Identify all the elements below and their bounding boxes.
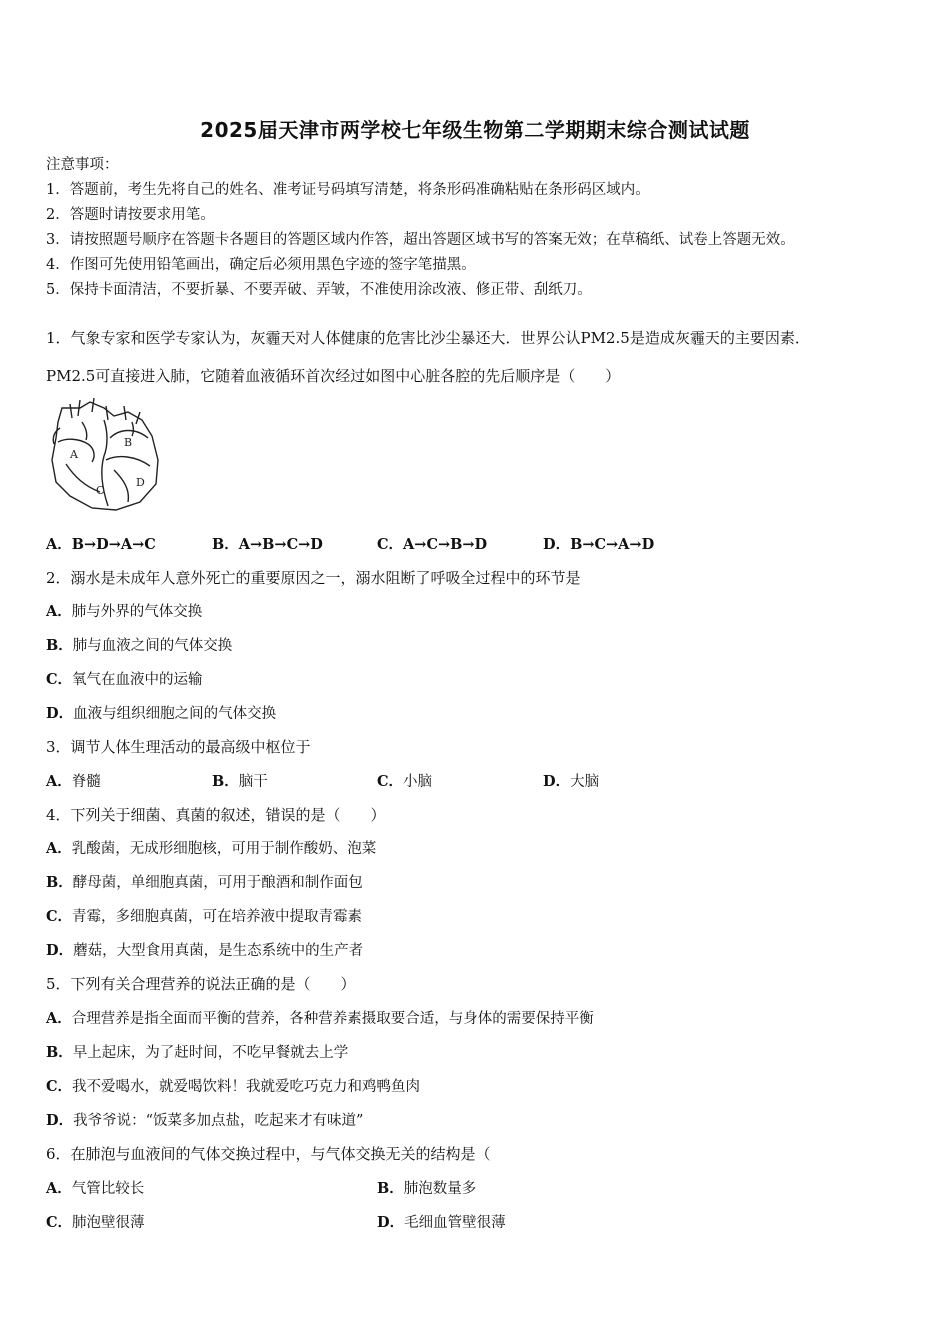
option-text: 血液与组织细胞之间的气体交换 <box>73 706 277 722</box>
option-letter: C． <box>377 773 404 790</box>
page-title: 2025届天津市两学校七年级生物第二学期期末综合测试试题 <box>200 118 750 142</box>
notice-item: 3．请按照题号顺序在答题卡各题目的答题区域内作答，超出答题区域书写的答案无效；在草稿纸、试卷上答题无效。 <box>46 232 795 248</box>
option-letter: D． <box>377 1214 405 1231</box>
option-text: 我爷爷说：“饭菜多加点盐，吃起来才有味道” <box>73 1113 364 1129</box>
option-text: 合理营养是指全面而平衡的营养，各种营养素摄取要合适，与身体的需要保持平衡 <box>71 1011 594 1027</box>
question-5-option-a[interactable] <box>46 1007 594 1028</box>
question-3-option-b[interactable] <box>212 770 268 791</box>
option-text: 肺与外界的气体交换 <box>71 604 203 620</box>
question-5-option-b[interactable] <box>46 1041 348 1062</box>
question-4-option-c[interactable] <box>46 905 362 926</box>
option-letter: C． <box>46 671 73 688</box>
option-letter: D． <box>46 1112 74 1129</box>
question-2-option-d[interactable] <box>46 702 276 723</box>
question-3-stem: 3．调节人体生理活动的最高级中枢位于 <box>46 738 311 756</box>
option-letter: B． <box>46 637 73 654</box>
question-1-option-c[interactable] <box>377 533 487 554</box>
question-4-option-d[interactable] <box>46 939 363 960</box>
notice-item: 4．作图可先使用铅笔画出，确定后必须用黑色字迹的签字笔描黑。 <box>46 257 476 273</box>
notice-item: 1．答题前，考生先将自己的姓名、准考证号码填写清楚，将条形码准确粘贴在条形码区域内。 <box>46 182 650 198</box>
option-letter: A． <box>46 1010 72 1027</box>
notice-heading: 注意事项： <box>46 157 119 173</box>
question-6-option-b[interactable] <box>377 1177 476 1198</box>
question-2-option-c[interactable] <box>46 668 203 689</box>
question-3-option-a[interactable] <box>46 770 101 791</box>
question-1-stem-line-2: PM2.5可直接进入肺，它随着血液循环首次经过如图中心脏各腔的先后顺序是（ ） <box>46 367 621 385</box>
option-letter: B． <box>46 874 73 891</box>
option-letter: C． <box>377 536 404 553</box>
question-3-option-c[interactable] <box>377 770 432 791</box>
option-letter: B． <box>46 1044 73 1061</box>
option-letter: D． <box>543 536 571 553</box>
option-text: 肺泡数量多 <box>403 1181 477 1197</box>
question-1-option-b[interactable] <box>212 533 323 554</box>
option-text: 肺与血液之间的气体交换 <box>72 638 233 654</box>
question-1-option-d[interactable] <box>543 533 654 554</box>
option-text: 毛细血管壁很薄 <box>404 1215 506 1231</box>
option-letter: D． <box>46 942 74 959</box>
option-text: B→D→A→C <box>71 536 156 553</box>
question-6-stem: 6．在肺泡与血液间的气体交换过程中，与气体交换无关的结构是（ <box>46 1145 491 1163</box>
chamber-label-d: D <box>136 476 145 489</box>
chamber-label-a: A <box>70 448 78 461</box>
option-letter: D． <box>46 705 74 722</box>
option-text: 乳酸菌，无成形细胞核，可用于制作酸奶、泡菜 <box>71 841 377 857</box>
heart-diagram <box>44 398 166 516</box>
chamber-label-c: C <box>96 484 105 497</box>
question-5-option-c[interactable] <box>46 1075 420 1096</box>
option-letter: A． <box>46 603 72 620</box>
option-text: 酵母菌，单细胞真菌，可用于酿酒和制作面包 <box>72 875 363 891</box>
question-2-option-b[interactable] <box>46 634 232 655</box>
question-2-stem: 2．溺水是未成年人意外死亡的重要原因之一，溺水阻断了呼吸全过程中的环节是 <box>46 569 581 587</box>
question-5-stem: 5．下列有关合理营养的说法正确的是（ ） <box>46 975 356 993</box>
question-5-option-d[interactable] <box>46 1109 363 1130</box>
option-text: 气管比较长 <box>71 1181 145 1197</box>
option-letter: A． <box>46 536 72 553</box>
question-6-option-c[interactable] <box>46 1211 145 1232</box>
option-text: 早上起床，为了赶时间，不吃早餐就去上学 <box>72 1045 349 1061</box>
option-letter: B． <box>212 773 239 790</box>
option-letter: C． <box>46 1078 73 1095</box>
option-text: A→B→C→D <box>238 536 323 553</box>
question-4-option-b[interactable] <box>46 871 363 892</box>
question-1-option-a[interactable] <box>46 533 156 554</box>
question-2-option-a[interactable] <box>46 600 202 621</box>
question-3-option-d[interactable] <box>543 770 599 791</box>
notice-item: 5．保持卡面清洁，不要折暴、不要弄破、弄皱，不准使用涂改液、修正带、刮纸刀。 <box>46 282 592 298</box>
option-letter: A． <box>46 1180 72 1197</box>
option-letter: A． <box>46 773 72 790</box>
option-text: 氧气在血液中的运输 <box>72 672 203 688</box>
option-text: 蘑菇，大型食用真菌，是生态系统中的生产者 <box>73 943 364 959</box>
option-text: 大脑 <box>570 774 600 790</box>
option-letter: C． <box>46 908 73 925</box>
question-1-stem-line-1: 1．气象专家和医学专家认为，灰霾天对人体健康的危害比沙尘暴还大．世界公认PM2.5是造成灰霾天的主要因素． <box>46 329 810 347</box>
notice-item: 2．答题时请按要求用笔。 <box>46 207 215 223</box>
option-text: B→C→A→D <box>570 536 655 553</box>
option-letter: A． <box>46 840 72 857</box>
option-text: 脑干 <box>238 774 268 790</box>
chamber-label-b: B <box>124 436 133 449</box>
option-text: 肺泡壁很薄 <box>72 1215 145 1231</box>
option-letter: D． <box>543 773 571 790</box>
option-text: 脊髓 <box>71 774 101 790</box>
question-4-option-a[interactable] <box>46 837 376 858</box>
option-letter: C． <box>46 1214 73 1231</box>
question-4-stem: 4．下列关于细菌、真菌的叙述，错误的是（ ） <box>46 806 386 824</box>
question-6-option-a[interactable] <box>46 1177 144 1198</box>
option-letter: B． <box>377 1180 404 1197</box>
option-text: 小脑 <box>403 774 433 790</box>
option-text: A→C→B→D <box>403 536 488 553</box>
option-text: 青霉，多细胞真菌，可在培养液中提取青霉素 <box>72 909 363 925</box>
option-letter: B． <box>212 536 239 553</box>
option-text: 我不爱喝水，就爱喝饮料！我就爱吃巧克力和鸡鸭鱼肉 <box>72 1079 421 1095</box>
question-6-option-d[interactable] <box>377 1211 506 1232</box>
